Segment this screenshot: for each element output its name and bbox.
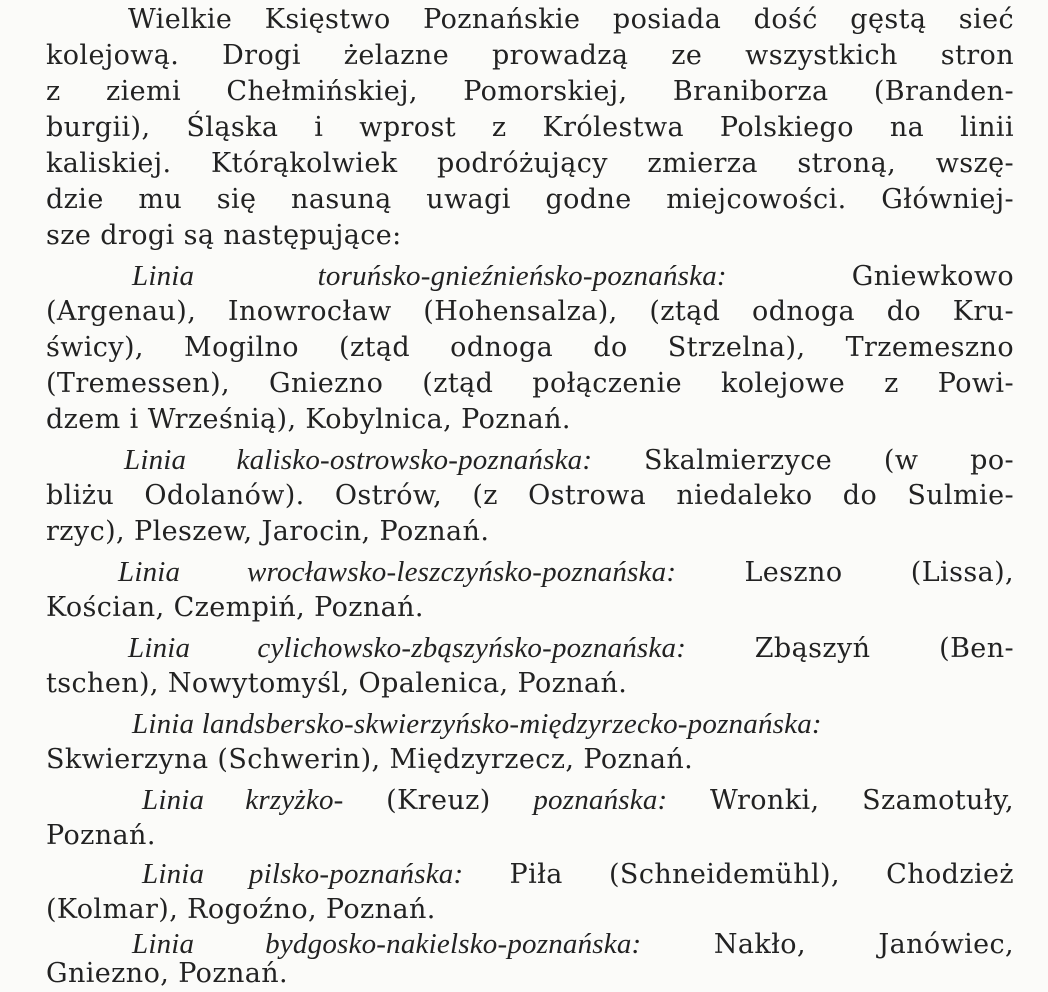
line-heading-row: [142, 782, 1014, 819]
text-line: dzie mu się nasuną uwagi godne miejcowości. Główniej-: [46, 184, 1014, 215]
line-heading-row: [142, 856, 1014, 893]
text-line: Gniezno, Poznań.: [46, 958, 289, 989]
line-title: Linia toruńsko-gnieźnieńsko-poznańska:: [132, 260, 727, 292]
line-title: Linia wrocławsko-leszczyńsko-poznańska:: [118, 556, 677, 588]
line-title: Linia cylichowsko-zbąszyńsko-poznańska:: [128, 632, 687, 664]
text-fragment: Piła (Schneidemühl), Chodzież: [509, 859, 1014, 890]
text-line: z ziemi Chełmińskiej, Pomorskiej, Braniborza (Branden-: [46, 76, 1014, 107]
text-line: dzem i Wrześnią), Kobylnica, Poznań.: [46, 404, 571, 435]
text-line: kolejową. Drogi żelazne prowadzą ze wszystkich stron: [46, 40, 1014, 71]
text-line: sze drogi są następujące:: [46, 220, 402, 251]
line-title-part: poznańska:: [533, 784, 668, 816]
text-fragment: Zbąszyń (Ben-: [754, 633, 1015, 664]
line-heading-row: [128, 630, 1014, 667]
line-title-part: (Kreuz): [386, 785, 491, 816]
line-title-part: Linia krzyżko-: [142, 784, 344, 816]
text-line: (Argenau), Inowrocław (Hohensalza), (ztąd odnoga do Kru-: [46, 296, 1014, 327]
text-line: Poznań.: [46, 820, 156, 851]
line-heading-row: [118, 554, 1014, 591]
line-title: Linia pilsko-poznańska:: [142, 858, 464, 890]
text-line: (Tremessen), Gniezno (ztąd połączenie kolejowe z Powi-: [46, 368, 1014, 399]
text-fragment: Skalmierzyce (w po-: [644, 445, 1014, 476]
text-fragment: Leszno (Lissa),: [744, 557, 1014, 588]
line-heading-row: [124, 442, 1014, 479]
text-line: świcy), Mogilno (ztąd odnoga do Strzelna), Trzemeszno: [46, 332, 1014, 363]
text-fragment: Nakło, Janówiec,: [713, 929, 1014, 960]
text-line: rzyc), Pleszew, Jarocin, Poznań.: [46, 516, 490, 547]
line-title: Linia bydgosko-nakielsko-poznańska:: [132, 928, 642, 960]
text-line: tschen), Nowytomyśl, Opalenica, Poznań.: [46, 668, 628, 699]
text-line: burgii), Śląska i wprost z Królestwa Polskiego na linii: [46, 112, 1014, 143]
text-line: kaliskiej. Którąkolwiek podróżujący zmierza stroną, wszę-: [46, 148, 1014, 179]
text-line: bliżu Odolanów). Ostrów, (z Ostrowa niedaleko do Sulmie-: [46, 480, 1014, 511]
text-line: Kościan, Czempiń, Poznań.: [46, 592, 424, 623]
text-fragment: Wronki, Szamotuły,: [710, 785, 1015, 816]
line-heading-row: [132, 258, 1014, 295]
line-heading-row: [132, 706, 1014, 743]
line-title: Linia landsbersko-skwierzyńsko-międzyrzecko-poznańska:: [132, 708, 822, 740]
text-line: Wielkie Księstwo Poznańskie posiada dość gęstą sieć: [128, 4, 1014, 35]
text-fragment: Gniewkowo: [851, 261, 1014, 292]
text-line: Skwierzyna (Schwerin), Międzyrzecz, Poznań.: [46, 744, 694, 775]
line-title: Linia kalisko-ostrowsko-poznańska:: [124, 444, 593, 476]
text-line: (Kolmar), Rogoźno, Poznań.: [46, 894, 436, 925]
